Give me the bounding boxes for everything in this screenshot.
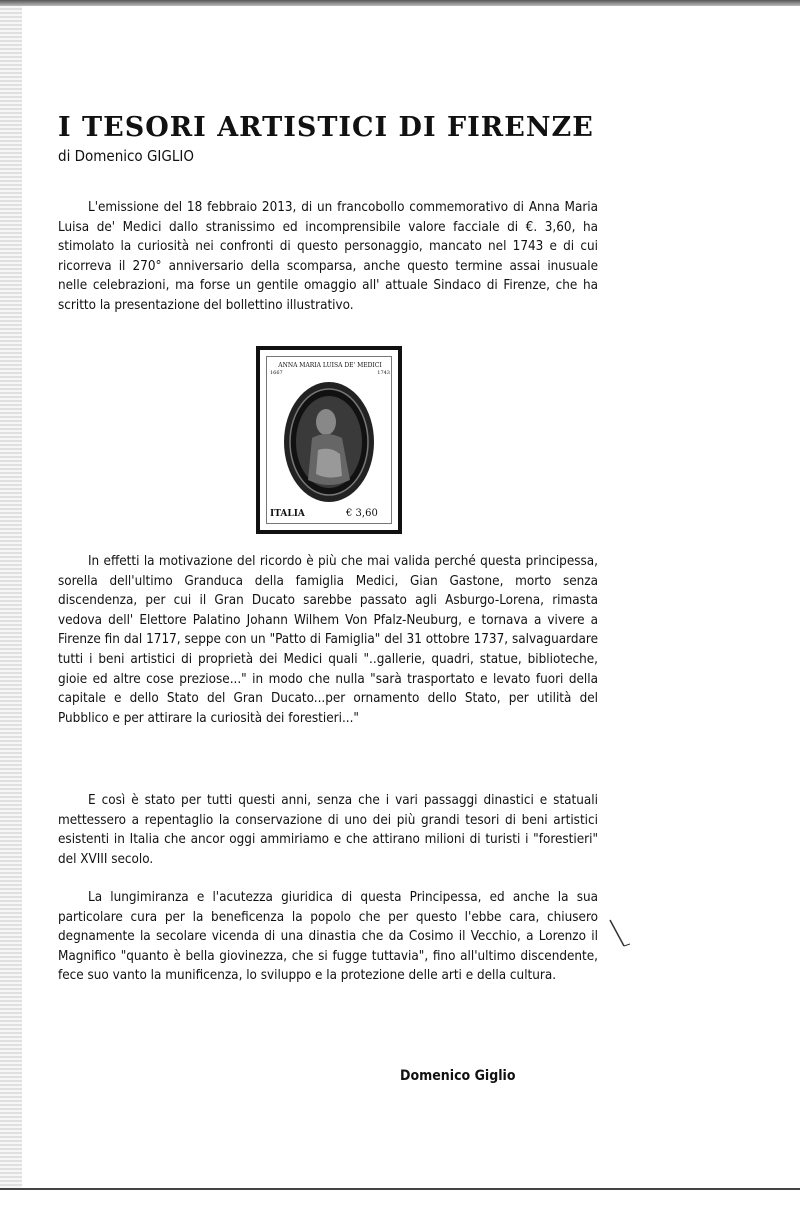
paragraph-4: La lungimiranza e l'acutezza giuridica di questa Principessa, ed anche la sua particolare cura per la beneficenza la popolo che per questo l'ebbe cara, chiusero degnamente la secolare vicenda di una dinastia che da Cosimo il Vecchio, a Lorenzo il Magnifico "quanto è bella giovinezza, che si fugge tuttavia", fino all'ultimo discendente, fece suo vanto la munificenza, lo sviluppo e la protezione delle arti e della cultura. [58,890,598,984]
article-signature: Domenico Giglio [400,1068,516,1084]
paragraph-2: In effetti la motivazione del ricordo è più che mai valida perché questa principessa, sorella dell'ultimo Granduca della famiglia Medici, Gian Gastone, morto senza discendenza, per cui il Gran Ducato sarebbe passato agli Asburgo-Lorena, rimasta vedova dell' Elettore Palatino Johann Wilhem Von Pfalz-Neuburg, e tornava a vivere a Firenze fin dal 1717, seppe con un "Patto di Famiglia" del 31 ottobre 1737, salvaguardare tutti i beni artistici di proprietà dei Medici quali "..gallerie, quadri, statue, biblioteche, gioie ed altre cose preziose..." in modo che nulla "sarà trasportato e levato fuori della capitale e dello Stato del Gran Ducato...per ornamento dello Stato, per utilità del Pubblico e per attirare la curiosità dei forestieri..." [58,554,598,726]
stamp-name: ANNA MARIA LUISA DE' MEDICI [278,362,382,369]
stamp-image [256,346,402,534]
article-byline: di Domenico GIGLIO [58,147,194,165]
stamp-year-end: 1743 [377,370,390,376]
stamp-country: ITALIA [270,509,305,519]
article-title: I TESORI ARTISTICI DI FIRENZE [58,112,594,143]
pen-mark-icon [606,918,632,954]
portrait-medallion-icon [282,380,376,504]
paragraph-1: L'emissione del 18 febbraio 2013, di un francobollo commemorativo di Anna Maria Luisa de' Medici dallo stranissimo ed incomprensibile valore facciale di €. 3,60, ha stimolato la curiosità nei confronti di questo personaggio, mancato nel 1743 e di cui ricorreva il 270° anniversario della scomparsa, anche questo termine assai inusuale nelle celebrazioni, ma forse un gentile omaggio all' attuale Sindaco di Firenze, che ha scritto la presentazione del bollettino illustrativo. [58,200,598,313]
scan-top-edge [0,0,800,6]
stamp-value: € 3,60 [346,508,378,519]
scan-bottom-edge [0,1188,800,1190]
stamp-years [270,370,390,376]
paragraph-3: E così è stato per tutti questi anni, senza che i vari passaggi dinastici e statuali mettessero a repentaglio la conservazione di uno dei più grandi tesori di beni artistici esistenti in Italia che ancor oggi ammiriamo e che attirano milioni di turisti i "forestieri" del XVIII secolo. [58,793,598,867]
scan-left-edge [0,0,22,1190]
stamp-year-start: 1667 [270,370,283,376]
